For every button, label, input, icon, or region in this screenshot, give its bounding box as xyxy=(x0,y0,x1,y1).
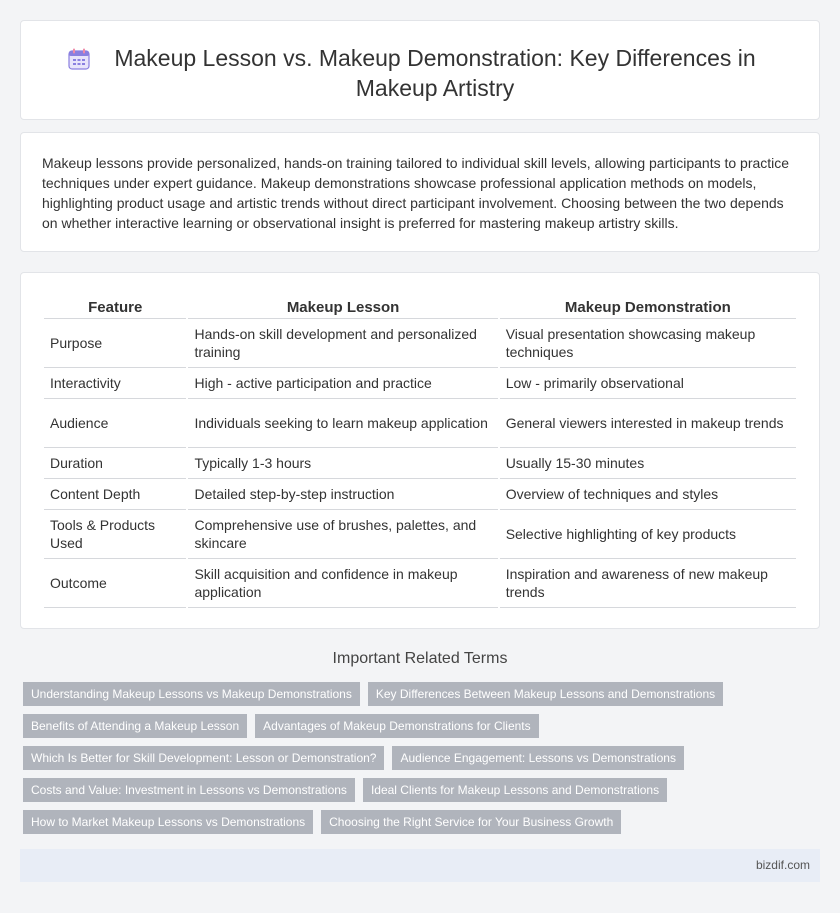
row-lesson: Comprehensive use of brushes, palettes, and skincare xyxy=(188,510,497,559)
related-term-tag[interactable]: Audience Engagement: Lessons vs Demonstrations xyxy=(392,746,684,770)
table-row xyxy=(44,368,796,399)
related-term-tag[interactable]: Which Is Better for Skill Development: Lesson or Demonstration? xyxy=(23,746,384,770)
table-row xyxy=(44,319,796,368)
row-feature: Audience xyxy=(44,399,186,448)
intro-card xyxy=(20,132,820,252)
row-feature: Purpose xyxy=(44,319,186,368)
row-lesson: Typically 1-3 hours xyxy=(188,448,497,479)
row-feature: Duration xyxy=(44,448,186,479)
intro-paragraph: Makeup lessons provide personalized, hands-on training tailored to individual skill levels, allowing participants to practice techniques under expert guidance. Makeup demonstrations showcase professional application methods on models, highlighting product usage and artistic trends without direct participant involvement. Choosing between the two depends on whether interactive learning or observational insight is preferred for mastering makeup artistry skills. xyxy=(42,155,790,231)
related-term-tag[interactable]: Costs and Value: Investment in Lessons vs Demonstrations xyxy=(23,778,355,802)
row-feature: Outcome xyxy=(44,559,186,608)
row-lesson: Individuals seeking to learn makeup application xyxy=(188,399,497,448)
related-term-tag[interactable]: Ideal Clients for Makeup Lessons and Demonstrations xyxy=(363,778,667,802)
comparison-card xyxy=(20,272,820,629)
row-lesson: Skill acquisition and confidence in makeup application xyxy=(188,559,497,608)
related-term-tag[interactable]: Key Differences Between Makeup Lessons and Demonstrations xyxy=(368,682,723,706)
row-lesson: Hands-on skill development and personalized training xyxy=(188,319,497,368)
row-lesson: Detailed step-by-step instruction xyxy=(188,479,497,510)
header-makeup-lesson: Makeup Lesson xyxy=(188,295,497,319)
row-demonstration: Selective highlighting of key products xyxy=(500,510,796,559)
table-row xyxy=(44,399,796,448)
row-feature: Content Depth xyxy=(44,479,186,510)
row-demonstration: Low - primarily observational xyxy=(500,368,796,399)
footer xyxy=(20,849,820,882)
row-feature: Tools & Products Used xyxy=(44,510,186,559)
table-row xyxy=(44,448,796,479)
header-makeup-demonstration: Makeup Demonstration xyxy=(500,295,796,319)
related-terms-list xyxy=(23,682,823,842)
header-feature: Feature xyxy=(44,295,186,319)
comparison-table xyxy=(42,295,798,608)
table-row xyxy=(44,510,796,559)
related-term-tag[interactable]: Benefits of Attending a Makeup Lesson xyxy=(23,714,247,738)
page-title: Makeup Lesson vs. Makeup Demonstration: Key Differences in Makeup Artistry xyxy=(114,45,756,101)
table-header-row xyxy=(44,295,796,319)
row-demonstration: Overview of techniques and styles xyxy=(500,479,796,510)
table-row xyxy=(44,479,796,510)
row-demonstration: Inspiration and awareness of new makeup trends xyxy=(500,559,796,608)
row-feature: Interactivity xyxy=(44,368,186,399)
row-demonstration: Usually 15-30 minutes xyxy=(500,448,796,479)
title-card xyxy=(20,20,820,120)
row-demonstration: Visual presentation showcasing makeup techniques xyxy=(500,319,796,368)
related-term-tag[interactable]: Understanding Makeup Lessons vs Makeup Demonstrations xyxy=(23,682,360,706)
footer-brand[interactable]: bizdif.com xyxy=(755,858,810,872)
related-term-tag[interactable]: How to Market Makeup Lessons vs Demonstrations xyxy=(23,810,313,834)
related-terms-heading: Important Related Terms xyxy=(332,650,508,667)
table-row xyxy=(44,559,796,608)
row-demonstration: General viewers interested in makeup trends xyxy=(500,399,796,448)
related-term-tag[interactable]: Choosing the Right Service for Your Business Growth xyxy=(321,810,621,834)
row-lesson: High - active participation and practice xyxy=(188,368,497,399)
related-term-tag[interactable]: Advantages of Makeup Demonstrations for Clients xyxy=(255,714,538,738)
